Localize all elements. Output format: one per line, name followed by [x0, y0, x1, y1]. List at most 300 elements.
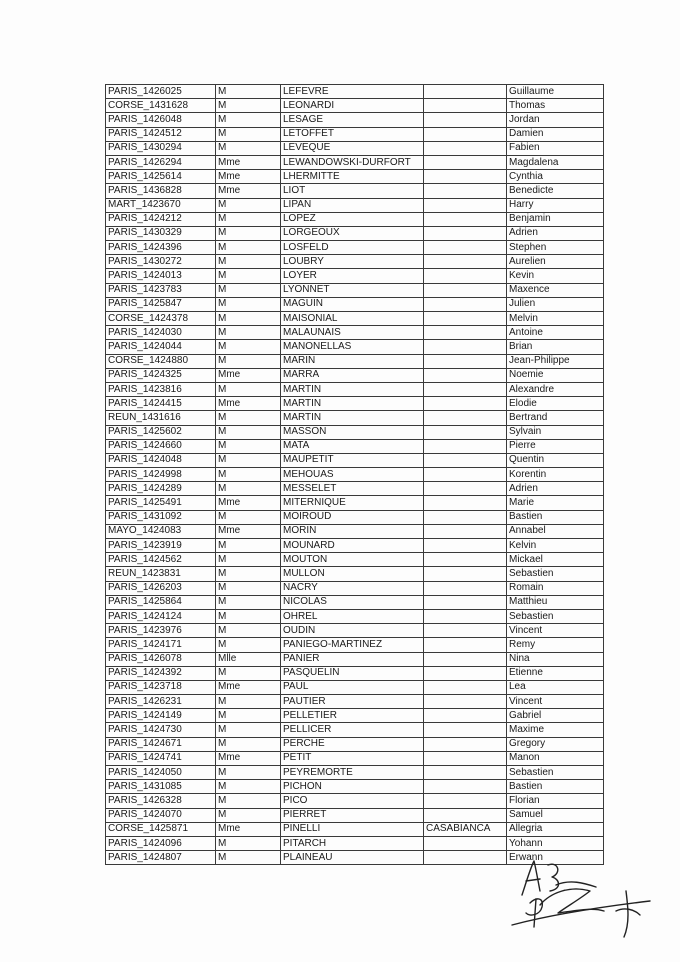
- candidate-id-cell: PARIS_1426294: [106, 155, 216, 169]
- second-surname-cell: [424, 340, 507, 354]
- table-row: [106, 624, 604, 638]
- table-row: [106, 751, 604, 765]
- second-surname-cell: [424, 113, 507, 127]
- table-row: [106, 368, 604, 382]
- first-name-cell: Vincent: [507, 695, 604, 709]
- table-row: [106, 184, 604, 198]
- candidate-id-cell: PARIS_1424096: [106, 836, 216, 850]
- first-name-cell: Manon: [507, 751, 604, 765]
- table-row: [106, 709, 604, 723]
- table-row: [106, 283, 604, 297]
- candidate-id-cell: PARIS_1430272: [106, 255, 216, 269]
- surname-cell: OHREL: [281, 609, 424, 623]
- second-surname-cell: [424, 680, 507, 694]
- candidate-id-cell: REUN_1431616: [106, 411, 216, 425]
- table-row: [106, 766, 604, 780]
- first-name-cell: Nina: [507, 652, 604, 666]
- table-row: [106, 581, 604, 595]
- surname-cell: MITERNIQUE: [281, 496, 424, 510]
- candidate-id-cell: PARIS_1424415: [106, 397, 216, 411]
- second-surname-cell: [424, 99, 507, 113]
- second-surname-cell: [424, 368, 507, 382]
- candidate-id-cell: PARIS_1424030: [106, 326, 216, 340]
- candidate-id-cell: PARIS_1425491: [106, 496, 216, 510]
- civility-cell: M: [216, 851, 281, 865]
- second-surname-cell: [424, 794, 507, 808]
- roster-body: [106, 85, 604, 865]
- first-name-cell: Maxence: [507, 283, 604, 297]
- second-surname-cell: [424, 255, 507, 269]
- candidate-id-cell: PARIS_1426231: [106, 695, 216, 709]
- table-row: [106, 666, 604, 680]
- first-name-cell: Fabien: [507, 141, 604, 155]
- table-row: [106, 638, 604, 652]
- table-row: [106, 567, 604, 581]
- first-name-cell: Kevin: [507, 269, 604, 283]
- civility-cell: Mme: [216, 170, 281, 184]
- table-row: [106, 780, 604, 794]
- surname-cell: MOUNARD: [281, 539, 424, 553]
- second-surname-cell: [424, 312, 507, 326]
- civility-cell: M: [216, 326, 281, 340]
- surname-cell: MULLON: [281, 567, 424, 581]
- table-row: [106, 794, 604, 808]
- civility-cell: M: [216, 794, 281, 808]
- table-row: [106, 695, 604, 709]
- second-surname-cell: [424, 539, 507, 553]
- surname-cell: PICHON: [281, 780, 424, 794]
- civility-cell: M: [216, 382, 281, 396]
- table-row: [106, 468, 604, 482]
- surname-cell: MAISONIAL: [281, 312, 424, 326]
- civility-cell: M: [216, 113, 281, 127]
- first-name-cell: Samuel: [507, 808, 604, 822]
- civility-cell: M: [216, 226, 281, 240]
- candidate-id-cell: REUN_1423831: [106, 567, 216, 581]
- surname-cell: PITARCH: [281, 836, 424, 850]
- second-surname-cell: [424, 283, 507, 297]
- civility-cell: M: [216, 85, 281, 99]
- first-name-cell: Adrien: [507, 482, 604, 496]
- candidate-id-cell: PARIS_1423976: [106, 624, 216, 638]
- civility-cell: M: [216, 723, 281, 737]
- table-row: [106, 652, 604, 666]
- second-surname-cell: [424, 751, 507, 765]
- second-surname-cell: [424, 141, 507, 155]
- second-surname-cell: [424, 808, 507, 822]
- table-row: [106, 326, 604, 340]
- first-name-cell: Quentin: [507, 453, 604, 467]
- first-name-cell: Julien: [507, 297, 604, 311]
- civility-cell: M: [216, 283, 281, 297]
- surname-cell: PELLICER: [281, 723, 424, 737]
- surname-cell: LYONNET: [281, 283, 424, 297]
- candidate-id-cell: PARIS_1436828: [106, 184, 216, 198]
- second-surname-cell: [424, 836, 507, 850]
- second-surname-cell: [424, 198, 507, 212]
- surname-cell: LOPEZ: [281, 212, 424, 226]
- table-row: [106, 539, 604, 553]
- second-surname-cell: [424, 766, 507, 780]
- surname-cell: MOUTON: [281, 553, 424, 567]
- surname-cell: MOIROUD: [281, 510, 424, 524]
- table-row: [106, 255, 604, 269]
- civility-cell: Mme: [216, 397, 281, 411]
- surname-cell: LOYER: [281, 269, 424, 283]
- surname-cell: OUDIN: [281, 624, 424, 638]
- civility-cell: M: [216, 212, 281, 226]
- surname-cell: PAUL: [281, 680, 424, 694]
- candidate-id-cell: PARIS_1424149: [106, 709, 216, 723]
- second-surname-cell: [424, 212, 507, 226]
- first-name-cell: Erwann: [507, 851, 604, 865]
- first-name-cell: Elodie: [507, 397, 604, 411]
- surname-cell: PLAINEAU: [281, 851, 424, 865]
- surname-cell: MAUPETIT: [281, 453, 424, 467]
- surname-cell: MALAUNAIS: [281, 326, 424, 340]
- second-surname-cell: [424, 595, 507, 609]
- civility-cell: M: [216, 198, 281, 212]
- surname-cell: MORIN: [281, 524, 424, 538]
- surname-cell: LEONARDI: [281, 99, 424, 113]
- civility-cell: M: [216, 439, 281, 453]
- civility-cell: M: [216, 141, 281, 155]
- candidate-id-cell: PARIS_1424730: [106, 723, 216, 737]
- surname-cell: PERCHE: [281, 737, 424, 751]
- second-surname-cell: [424, 581, 507, 595]
- candidate-id-cell: PARIS_1424741: [106, 751, 216, 765]
- civility-cell: M: [216, 581, 281, 595]
- first-name-cell: Benedicte: [507, 184, 604, 198]
- first-name-cell: Kelvin: [507, 539, 604, 553]
- surname-cell: MASSON: [281, 425, 424, 439]
- first-name-cell: Vincent: [507, 624, 604, 638]
- surname-cell: MANONELLAS: [281, 340, 424, 354]
- first-name-cell: Alexandre: [507, 382, 604, 396]
- first-name-cell: Lea: [507, 680, 604, 694]
- candidate-id-cell: PARIS_1425847: [106, 297, 216, 311]
- second-surname-cell: [424, 609, 507, 623]
- surname-cell: MARTIN: [281, 397, 424, 411]
- first-name-cell: Guillaume: [507, 85, 604, 99]
- table-row: [106, 127, 604, 141]
- second-surname-cell: [424, 652, 507, 666]
- civility-cell: M: [216, 567, 281, 581]
- candidate-id-cell: PARIS_1425614: [106, 170, 216, 184]
- second-surname-cell: [424, 524, 507, 538]
- first-name-cell: Harry: [507, 198, 604, 212]
- candidate-id-cell: CORSE_1424378: [106, 312, 216, 326]
- second-surname-cell: [424, 241, 507, 255]
- candidate-id-cell: PARIS_1431092: [106, 510, 216, 524]
- second-surname-cell: [424, 85, 507, 99]
- surname-cell: MESSELET: [281, 482, 424, 496]
- surname-cell: PELLETIER: [281, 709, 424, 723]
- candidate-id-cell: MAYO_1424083: [106, 524, 216, 538]
- first-name-cell: Gabriel: [507, 709, 604, 723]
- first-name-cell: Bastien: [507, 510, 604, 524]
- civility-cell: M: [216, 241, 281, 255]
- surname-cell: PIERRET: [281, 808, 424, 822]
- first-name-cell: Antoine: [507, 326, 604, 340]
- first-name-cell: Thomas: [507, 99, 604, 113]
- candidate-id-cell: PARIS_1426025: [106, 85, 216, 99]
- table-row: [106, 382, 604, 396]
- civility-cell: M: [216, 666, 281, 680]
- surname-cell: MARIN: [281, 354, 424, 368]
- candidate-id-cell: PARIS_1430294: [106, 141, 216, 155]
- first-name-cell: Mickael: [507, 553, 604, 567]
- table-row: [106, 155, 604, 169]
- surname-cell: MARTIN: [281, 382, 424, 396]
- table-row: [106, 312, 604, 326]
- table-row: [106, 269, 604, 283]
- candidate-id-cell: PARIS_1424998: [106, 468, 216, 482]
- table-row: [106, 241, 604, 255]
- civility-cell: M: [216, 127, 281, 141]
- surname-cell: LEVEQUE: [281, 141, 424, 155]
- table-row: [106, 737, 604, 751]
- second-surname-cell: [424, 624, 507, 638]
- table-row: [106, 680, 604, 694]
- first-name-cell: Benjamin: [507, 212, 604, 226]
- candidate-id-cell: PARIS_1426078: [106, 652, 216, 666]
- second-surname-cell: [424, 482, 507, 496]
- candidate-id-cell: PARIS_1424212: [106, 212, 216, 226]
- civility-cell: M: [216, 539, 281, 553]
- candidate-id-cell: PARIS_1423919: [106, 539, 216, 553]
- table-row: [106, 595, 604, 609]
- first-name-cell: Sylvain: [507, 425, 604, 439]
- first-name-cell: Gregory: [507, 737, 604, 751]
- surname-cell: LEWANDOWSKI-DURFORT: [281, 155, 424, 169]
- second-surname-cell: [424, 553, 507, 567]
- civility-cell: Mme: [216, 184, 281, 198]
- surname-cell: LEFEVRE: [281, 85, 424, 99]
- first-name-cell: Remy: [507, 638, 604, 652]
- table-row: [106, 85, 604, 99]
- candidate-id-cell: PARIS_1424671: [106, 737, 216, 751]
- civility-cell: M: [216, 766, 281, 780]
- second-surname-cell: [424, 851, 507, 865]
- table-row: [106, 524, 604, 538]
- first-name-cell: Etienne: [507, 666, 604, 680]
- surname-cell: LORGEOUX: [281, 226, 424, 240]
- second-surname-cell: [424, 297, 507, 311]
- surname-cell: NACRY: [281, 581, 424, 595]
- second-surname-cell: [424, 496, 507, 510]
- table-row: [106, 113, 604, 127]
- civility-cell: M: [216, 468, 281, 482]
- candidate-id-cell: PARIS_1424392: [106, 666, 216, 680]
- civility-cell: Mme: [216, 751, 281, 765]
- surname-cell: MAGUIN: [281, 297, 424, 311]
- civility-cell: M: [216, 836, 281, 850]
- table-row: [106, 226, 604, 240]
- table-row: [106, 340, 604, 354]
- second-surname-cell: [424, 382, 507, 396]
- civility-cell: M: [216, 99, 281, 113]
- civility-cell: M: [216, 553, 281, 567]
- first-name-cell: Jordan: [507, 113, 604, 127]
- table-row: [106, 212, 604, 226]
- surname-cell: MARTIN: [281, 411, 424, 425]
- table-row: [106, 354, 604, 368]
- first-name-cell: Allegria: [507, 822, 604, 836]
- second-surname-cell: [424, 709, 507, 723]
- surname-cell: LIPAN: [281, 198, 424, 212]
- civility-cell: M: [216, 482, 281, 496]
- civility-cell: M: [216, 624, 281, 638]
- candidate-id-cell: PARIS_1424562: [106, 553, 216, 567]
- civility-cell: M: [216, 808, 281, 822]
- second-surname-cell: [424, 695, 507, 709]
- civility-cell: Mme: [216, 822, 281, 836]
- first-name-cell: Korentin: [507, 468, 604, 482]
- surname-cell: MATA: [281, 439, 424, 453]
- second-surname-cell: [424, 226, 507, 240]
- second-surname-cell: [424, 510, 507, 524]
- candidate-id-cell: CORSE_1431628: [106, 99, 216, 113]
- candidate-id-cell: PARIS_1424044: [106, 340, 216, 354]
- surname-cell: PICO: [281, 794, 424, 808]
- surname-cell: LOSFELD: [281, 241, 424, 255]
- candidate-id-cell: PARIS_1430329: [106, 226, 216, 240]
- table-row: [106, 297, 604, 311]
- civility-cell: M: [216, 425, 281, 439]
- civility-cell: M: [216, 609, 281, 623]
- table-row: [106, 425, 604, 439]
- second-surname-cell: [424, 411, 507, 425]
- first-name-cell: Sebastien: [507, 766, 604, 780]
- table-row: [106, 836, 604, 850]
- first-name-cell: Brian: [507, 340, 604, 354]
- first-name-cell: Bertrand: [507, 411, 604, 425]
- first-name-cell: Marie: [507, 496, 604, 510]
- second-surname-cell: [424, 780, 507, 794]
- candidate-id-cell: CORSE_1425871: [106, 822, 216, 836]
- candidate-id-cell: PARIS_1426328: [106, 794, 216, 808]
- candidate-id-cell: PARIS_1423816: [106, 382, 216, 396]
- table-row: [106, 553, 604, 567]
- candidate-id-cell: PARIS_1424013: [106, 269, 216, 283]
- first-name-cell: Florian: [507, 794, 604, 808]
- second-surname-cell: [424, 127, 507, 141]
- civility-cell: M: [216, 312, 281, 326]
- candidate-id-cell: PARIS_1426048: [106, 113, 216, 127]
- second-surname-cell: CASABIANCA: [424, 822, 507, 836]
- civility-cell: M: [216, 255, 281, 269]
- civility-cell: Mme: [216, 155, 281, 169]
- table-row: [106, 411, 604, 425]
- second-surname-cell: [424, 354, 507, 368]
- civility-cell: M: [216, 709, 281, 723]
- second-surname-cell: [424, 269, 507, 283]
- first-name-cell: Sebastien: [507, 567, 604, 581]
- first-name-cell: Sebastien: [507, 609, 604, 623]
- second-surname-cell: [424, 638, 507, 652]
- second-surname-cell: [424, 737, 507, 751]
- candidate-id-cell: PARIS_1424289: [106, 482, 216, 496]
- first-name-cell: Matthieu: [507, 595, 604, 609]
- surname-cell: PANIER: [281, 652, 424, 666]
- civility-cell: M: [216, 638, 281, 652]
- candidate-id-cell: CORSE_1424880: [106, 354, 216, 368]
- first-name-cell: Annabel: [507, 524, 604, 538]
- second-surname-cell: [424, 439, 507, 453]
- first-name-cell: Romain: [507, 581, 604, 595]
- surname-cell: NICOLAS: [281, 595, 424, 609]
- second-surname-cell: [424, 397, 507, 411]
- table-row: [106, 198, 604, 212]
- surname-cell: PANIEGO-MARTINEZ: [281, 638, 424, 652]
- candidate-id-cell: PARIS_1426203: [106, 581, 216, 595]
- candidate-id-cell: PARIS_1424807: [106, 851, 216, 865]
- table-row: [106, 482, 604, 496]
- second-surname-cell: [424, 453, 507, 467]
- first-name-cell: Yohann: [507, 836, 604, 850]
- first-name-cell: Aurelien: [507, 255, 604, 269]
- candidate-id-cell: PARIS_1424171: [106, 638, 216, 652]
- second-surname-cell: [424, 425, 507, 439]
- first-name-cell: Adrien: [507, 226, 604, 240]
- surname-cell: LHERMITTE: [281, 170, 424, 184]
- civility-cell: M: [216, 695, 281, 709]
- table-row: [106, 397, 604, 411]
- civility-cell: M: [216, 780, 281, 794]
- candidate-id-cell: PARIS_1425864: [106, 595, 216, 609]
- civility-cell: M: [216, 595, 281, 609]
- table-row: [106, 496, 604, 510]
- civility-cell: M: [216, 737, 281, 751]
- surname-cell: PAUTIER: [281, 695, 424, 709]
- surname-cell: LETOFFET: [281, 127, 424, 141]
- candidate-id-cell: PARIS_1424325: [106, 368, 216, 382]
- candidate-id-cell: PARIS_1424048: [106, 453, 216, 467]
- candidate-id-cell: PARIS_1425602: [106, 425, 216, 439]
- surname-cell: LESAGE: [281, 113, 424, 127]
- civility-cell: M: [216, 354, 281, 368]
- second-surname-cell: [424, 155, 507, 169]
- first-name-cell: Stephen: [507, 241, 604, 255]
- table-row: [106, 609, 604, 623]
- table-row: [106, 453, 604, 467]
- candidate-id-cell: PARIS_1431085: [106, 780, 216, 794]
- surname-cell: PINELLI: [281, 822, 424, 836]
- second-surname-cell: [424, 326, 507, 340]
- first-name-cell: Bastien: [507, 780, 604, 794]
- candidate-id-cell: PARIS_1424396: [106, 241, 216, 255]
- table-row: [106, 141, 604, 155]
- surname-cell: LOUBRY: [281, 255, 424, 269]
- first-name-cell: Noemie: [507, 368, 604, 382]
- first-name-cell: Damien: [507, 127, 604, 141]
- first-name-cell: Cynthia: [507, 170, 604, 184]
- civility-cell: Mme: [216, 368, 281, 382]
- surname-cell: PETIT: [281, 751, 424, 765]
- surname-cell: PEYREMORTE: [281, 766, 424, 780]
- candidate-id-cell: MART_1423670: [106, 198, 216, 212]
- second-surname-cell: [424, 468, 507, 482]
- table-row: [106, 439, 604, 453]
- candidate-id-cell: PARIS_1424512: [106, 127, 216, 141]
- handwritten-signature-icon: [500, 855, 660, 940]
- civility-cell: M: [216, 411, 281, 425]
- civility-cell: Mlle: [216, 652, 281, 666]
- table-row: [106, 510, 604, 524]
- table-row: [106, 170, 604, 184]
- table-row: [106, 99, 604, 113]
